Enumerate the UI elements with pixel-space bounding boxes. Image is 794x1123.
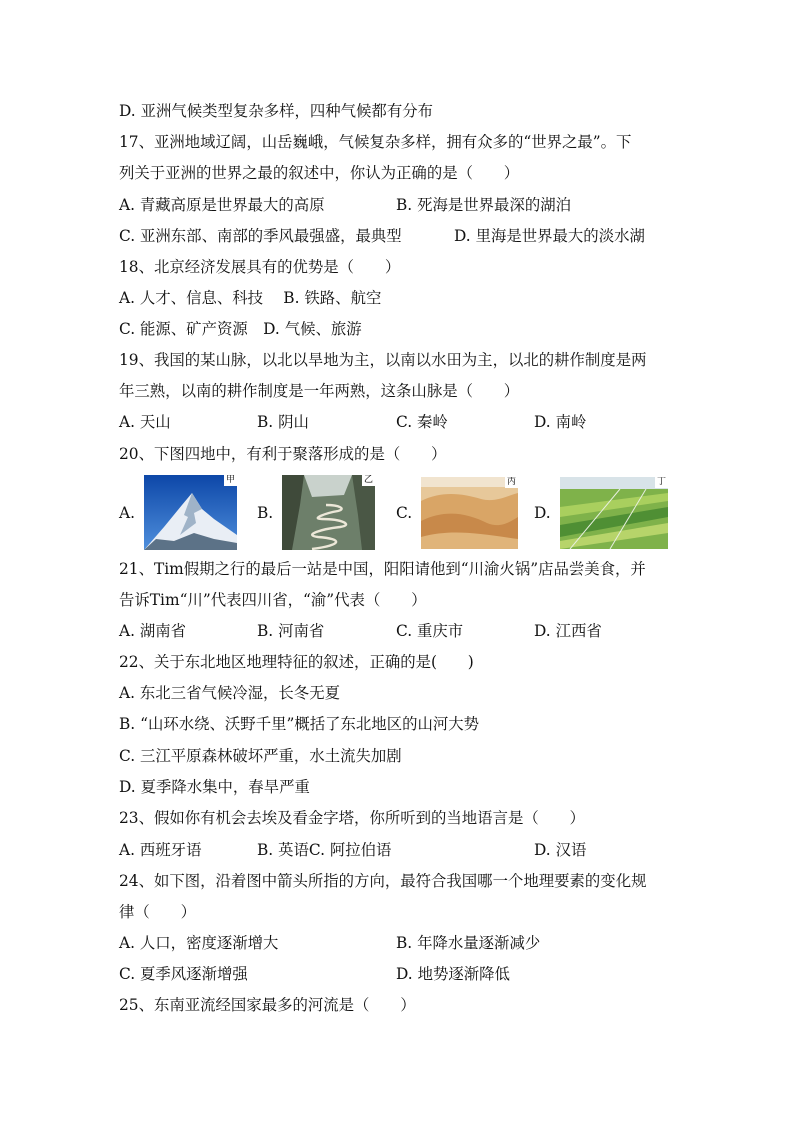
q17-option-a: A. 青藏高原是世界最大的高原 — [119, 196, 325, 214]
q22-stem: 22、关于东北地区地理特征的叙述，正确的是( ) — [119, 653, 474, 671]
q20-option-a-label: A. — [119, 504, 136, 522]
q19-option-b: B. 阴山 — [257, 413, 309, 431]
photo-a-tag: 甲 — [225, 475, 235, 485]
q22-option-a: A. 东北三省气候冷湿，长冬无夏 — [119, 684, 340, 702]
q17-option-b: B. 死海是世界最深的湖泊 — [396, 196, 572, 214]
q18-options-ab: A. 人才、信息、科技 B. 铁路、航空 — [119, 289, 382, 307]
q17-stem-line2: 列关于亚洲的世界之最的叙述中，你认为正确的是（ ） — [119, 164, 520, 182]
q23-option-bc: B. 英语C. 阿拉伯语 — [257, 841, 392, 859]
q23-stem: 23、假如你有机会去埃及看金字塔，你所听到的当地语言是（ ） — [119, 809, 585, 827]
q20-option-c-label: C. — [396, 504, 413, 522]
q21-stem-line2: 告诉Tim“川”代表四川省，“渝”代表（ ） — [119, 591, 427, 609]
q17-stem-line1: 17、亚洲地域辽阔，山岳巍峨，气候复杂多样，拥有众多的“世界之最”。下 — [119, 133, 632, 151]
q19-stem-line2: 年三熟，以南的耕作制度是一年两熟，这条山脉是（ ） — [119, 382, 520, 400]
snow-mountain-icon — [144, 475, 237, 550]
photo-d-tag: 丁 — [656, 477, 666, 487]
q20-option-d-label: D. — [534, 504, 551, 522]
q20-photo-d-farmland — [560, 477, 668, 549]
farmland-plain-icon — [560, 477, 668, 549]
q21-option-b: B. 河南省 — [257, 622, 325, 640]
q22-option-d: D. 夏季降水集中，春旱严重 — [119, 778, 310, 796]
photo-b-tag: 乙 — [363, 475, 373, 485]
q20-photo-b-mountain-road — [282, 475, 375, 550]
q18-options-cd: C. 能源、矿产资源 D. 气候、旅游 — [119, 320, 362, 338]
q24-option-c: C. 夏季风逐渐增强 — [119, 965, 248, 983]
q24-stem-line1: 24、如下图，沿着图中箭头所指的方向，最符合我国哪一个地理要素的变化规 — [119, 872, 647, 890]
q23-option-a: A. 西班牙语 — [119, 841, 202, 859]
q24-stem-line2: 律（ ） — [119, 903, 196, 921]
q23-option-d: D. 汉语 — [534, 841, 587, 859]
q17-option-d: D. 里海是世界最大的淡水湖 — [454, 227, 645, 245]
q20-stem: 20、下图四地中，有利于聚落形成的是（ ） — [119, 445, 447, 463]
q16-option-d: D. 亚洲气候类型复杂多样，四种气候都有分布 — [119, 102, 433, 120]
q21-option-c: C. 重庆市 — [396, 622, 464, 640]
q18-stem: 18、北京经济发展具有的优势是（ ） — [119, 258, 401, 276]
q21-stem-line1: 21、Tim假期之行的最后一站是中国，阳阳请他到“川渝火锅”店品尝美食，并 — [119, 560, 646, 578]
winding-road-icon — [282, 475, 375, 550]
q22-option-b: B. “山环水绕、沃野千里”概括了东北地区的山河大势 — [119, 715, 480, 733]
q19-option-c: C. 秦岭 — [396, 413, 448, 431]
q19-option-d: D. 南岭 — [534, 413, 587, 431]
q24-option-b: B. 年降水量逐渐减少 — [396, 934, 541, 952]
q21-option-a: A. 湖南省 — [119, 622, 187, 640]
q19-option-a: A. 天山 — [119, 413, 171, 431]
q24-option-a: A. 人口，密度逐渐增大 — [119, 934, 279, 952]
q24-option-d: D. 地势逐渐降低 — [396, 965, 510, 983]
q20-photo-c-desert — [421, 477, 518, 549]
desert-dunes-icon — [421, 477, 518, 549]
q20-photo-a-snow-mountain — [144, 475, 237, 550]
q17-option-c: C. 亚洲东部、南部的季风最强盛，最典型 — [119, 227, 402, 245]
photo-c-tag: 丙 — [506, 477, 516, 487]
q19-stem-line1: 19、我国的某山脉，以北以旱地为主，以南以水田为主，以北的耕作制度是两 — [119, 351, 647, 369]
q21-option-d: D. 江西省 — [534, 622, 602, 640]
q22-option-c: C. 三江平原森林破坏严重，水土流失加剧 — [119, 747, 402, 765]
q25-stem: 25、东南亚流经国家最多的河流是（ ） — [119, 996, 416, 1014]
q20-option-b-label: B. — [257, 504, 274, 522]
